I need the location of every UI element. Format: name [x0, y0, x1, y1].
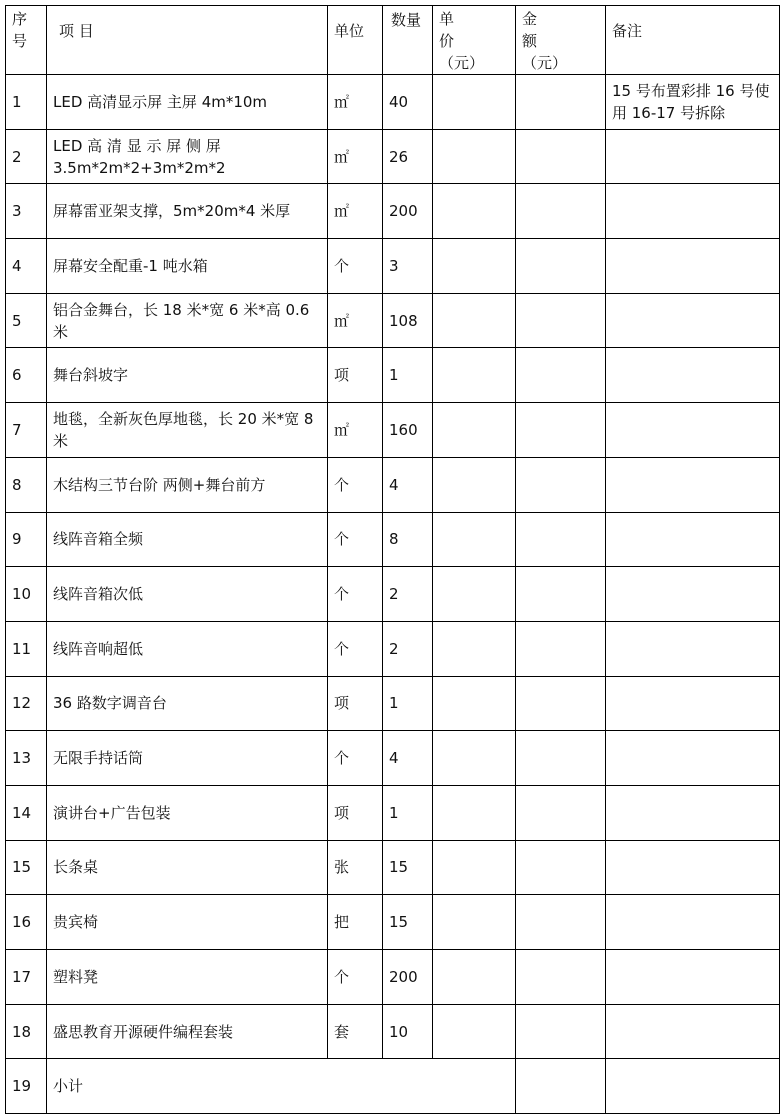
row-item: 木结构三节台阶 两侧+舞台前方 [47, 457, 328, 512]
table-row [6, 457, 780, 512]
row-note [606, 348, 780, 403]
row-unit: ㎡ [328, 75, 383, 130]
table-row [6, 512, 780, 567]
table-row [6, 129, 780, 184]
row-qty: 1 [383, 348, 433, 403]
row-unit: 把 [328, 895, 383, 950]
row-qty: 1 [383, 785, 433, 840]
row-no: 8 [6, 457, 47, 512]
row-note [606, 512, 780, 567]
row-amount [516, 75, 606, 130]
subtotal-row [6, 1059, 780, 1114]
row-no: 11 [6, 621, 47, 676]
row-amount [516, 840, 606, 895]
table-row [6, 75, 780, 130]
row-item: 线阵音响超低 [47, 621, 328, 676]
header-note: 备注 [606, 6, 780, 75]
table-row [6, 567, 780, 622]
row-note [606, 731, 780, 786]
row-qty: 8 [383, 512, 433, 567]
row-item: LED 高 清 显 示 屏 侧 屏 3.5m*2m*2+3m*2m*2 [47, 129, 328, 184]
row-item: 盛思教育开源硬件编程套装 [47, 1004, 328, 1059]
row-item: 36 路数字调音台 [47, 676, 328, 731]
row-price [433, 129, 516, 184]
row-qty: 4 [383, 457, 433, 512]
row-note [606, 457, 780, 512]
row-note [606, 293, 780, 348]
row-unit: ㎡ [328, 403, 383, 458]
row-unit: ㎡ [328, 129, 383, 184]
table-row [6, 239, 780, 294]
row-unit: 个 [328, 950, 383, 1005]
row-note [606, 621, 780, 676]
row-no: 3 [6, 184, 47, 239]
header-price [433, 6, 516, 75]
row-unit: 个 [328, 457, 383, 512]
row-unit: 项 [328, 348, 383, 403]
row-item: 塑料凳 [47, 950, 328, 1005]
header-price-top: 单价 [439, 10, 485, 50]
row-qty: 10 [383, 1004, 433, 1059]
row-no: 12 [6, 676, 47, 731]
row-qty: 1 [383, 676, 433, 731]
row-item: 铝合金舞台，长 18 米*宽 6 米*高 0.6 米 [47, 293, 328, 348]
row-qty: 2 [383, 567, 433, 622]
header-item-label: 项 目 [59, 22, 94, 40]
row-item: 无限手持话筒 [47, 731, 328, 786]
row-item: 线阵音箱次低 [47, 567, 328, 622]
table-row [6, 895, 780, 950]
header-amount-bottom: （元） [522, 54, 568, 72]
table-row [6, 840, 780, 895]
row-amount [516, 785, 606, 840]
row-no: 5 [6, 293, 47, 348]
row-no: 10 [6, 567, 47, 622]
table-row [6, 403, 780, 458]
row-no: 13 [6, 731, 47, 786]
row-no: 18 [6, 1004, 47, 1059]
row-amount [516, 239, 606, 294]
row-amount [516, 512, 606, 567]
row-price [433, 403, 516, 458]
row-amount [516, 621, 606, 676]
row-unit: 个 [328, 621, 383, 676]
subtotal-note [606, 1059, 780, 1114]
row-item: 演讲台+广告包装 [47, 785, 328, 840]
row-amount [516, 676, 606, 731]
row-qty: 15 [383, 895, 433, 950]
row-unit: ㎡ [328, 293, 383, 348]
row-no: 4 [6, 239, 47, 294]
row-unit: 个 [328, 731, 383, 786]
row-note: 15 号布置彩排 16 号使用 16-17 号拆除 [606, 75, 780, 130]
row-qty: 40 [383, 75, 433, 130]
row-amount [516, 293, 606, 348]
row-item: 线阵音箱全频 [47, 512, 328, 567]
subtotal-amount [516, 1059, 606, 1114]
row-price [433, 184, 516, 239]
row-amount [516, 129, 606, 184]
row-qty: 2 [383, 621, 433, 676]
row-price [433, 840, 516, 895]
row-qty: 200 [383, 950, 433, 1005]
row-amount [516, 950, 606, 1005]
row-unit: 个 [328, 567, 383, 622]
row-item: 地毯，全新灰色厚地毯，长 20 米*宽 8 米 [47, 403, 328, 458]
table-row [6, 731, 780, 786]
row-note [606, 676, 780, 731]
row-note [606, 785, 780, 840]
row-price [433, 348, 516, 403]
row-note [606, 1004, 780, 1059]
subtotal-no: 19 [6, 1059, 47, 1114]
row-price [433, 895, 516, 950]
row-no: 6 [6, 348, 47, 403]
row-qty: 160 [383, 403, 433, 458]
row-item: 屏幕雷亚架支撑，5m*20m*4 米厚 [47, 184, 328, 239]
row-qty: 15 [383, 840, 433, 895]
row-no: 15 [6, 840, 47, 895]
row-amount [516, 1004, 606, 1059]
row-price [433, 512, 516, 567]
row-amount [516, 184, 606, 239]
row-amount [516, 567, 606, 622]
subtotal-label: 小计 [47, 1059, 516, 1114]
row-no: 17 [6, 950, 47, 1005]
row-price [433, 567, 516, 622]
header-row [6, 6, 780, 75]
row-note [606, 567, 780, 622]
table-row [6, 676, 780, 731]
row-unit: ㎡ [328, 184, 383, 239]
row-price [433, 731, 516, 786]
row-unit: 个 [328, 239, 383, 294]
table-row [6, 1004, 780, 1059]
row-no: 1 [6, 75, 47, 130]
table-row [6, 950, 780, 1005]
table-row [6, 785, 780, 840]
row-note [606, 895, 780, 950]
row-no: 9 [6, 512, 47, 567]
row-unit: 项 [328, 785, 383, 840]
header-qty: 数量 [383, 6, 433, 75]
header-item [47, 6, 328, 75]
row-item: LED 高清显示屏 主屏 4m*10m [47, 75, 328, 130]
header-price-bottom: （元） [439, 54, 485, 72]
row-price [433, 785, 516, 840]
row-note [606, 403, 780, 458]
header-amount-top: 金额 [522, 10, 576, 50]
row-price [433, 621, 516, 676]
header-unit: 单位 [328, 6, 383, 75]
row-qty: 3 [383, 239, 433, 294]
row-amount [516, 731, 606, 786]
row-no: 2 [6, 129, 47, 184]
row-price [433, 239, 516, 294]
row-unit: 张 [328, 840, 383, 895]
row-no: 14 [6, 785, 47, 840]
row-amount [516, 348, 606, 403]
table-row [6, 348, 780, 403]
table-row [6, 621, 780, 676]
row-note [606, 840, 780, 895]
row-note [606, 950, 780, 1005]
header-amount [516, 6, 606, 75]
row-price [433, 75, 516, 130]
header-seq: 序号 [6, 6, 47, 75]
row-qty: 4 [383, 731, 433, 786]
row-amount [516, 403, 606, 458]
row-amount [516, 895, 606, 950]
table-row [6, 184, 780, 239]
row-note [606, 129, 780, 184]
quotation-table [5, 5, 780, 1114]
row-unit: 个 [328, 512, 383, 567]
row-no: 7 [6, 403, 47, 458]
row-note [606, 239, 780, 294]
row-item: 舞台斜坡字 [47, 348, 328, 403]
row-unit: 项 [328, 676, 383, 731]
row-price [433, 950, 516, 1005]
row-price [433, 457, 516, 512]
row-qty: 108 [383, 293, 433, 348]
row-note [606, 184, 780, 239]
row-amount [516, 457, 606, 512]
row-item: 贵宾椅 [47, 895, 328, 950]
row-qty: 200 [383, 184, 433, 239]
row-price [433, 1004, 516, 1059]
row-no: 16 [6, 895, 47, 950]
table-row [6, 293, 780, 348]
row-item: 屏幕安全配重-1 吨水箱 [47, 239, 328, 294]
row-item: 长条桌 [47, 840, 328, 895]
row-qty: 26 [383, 129, 433, 184]
row-unit: 套 [328, 1004, 383, 1059]
row-price [433, 676, 516, 731]
row-price [433, 293, 516, 348]
